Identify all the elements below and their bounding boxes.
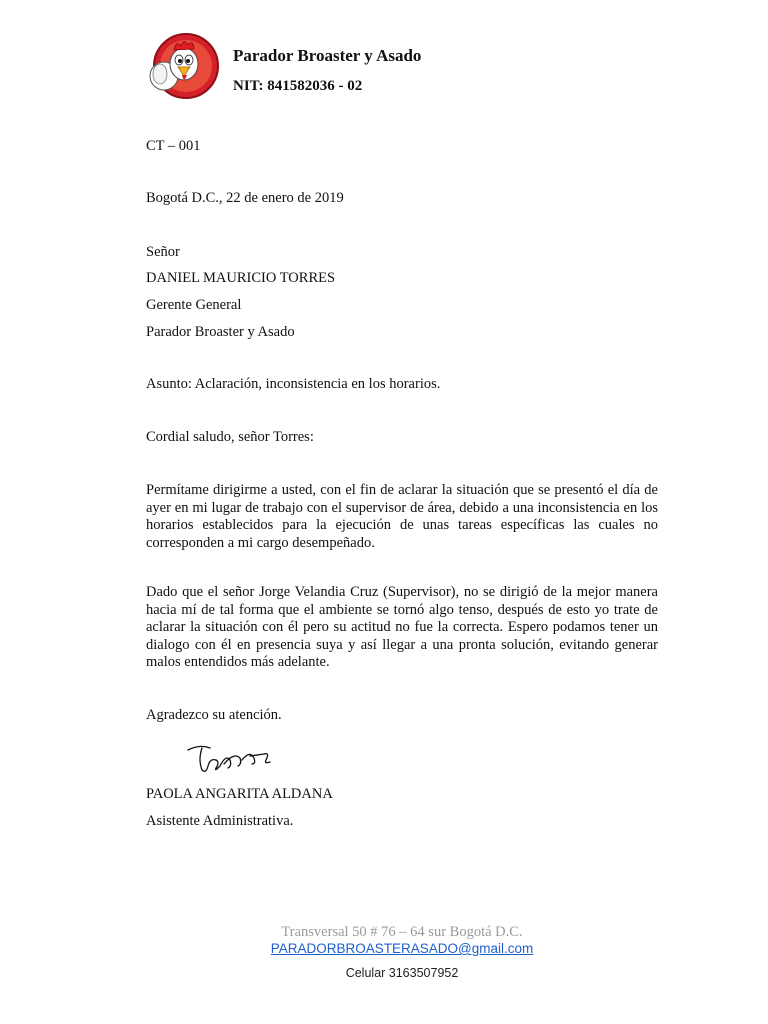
body-paragraph-2: Dado que el señor Jorge Velandia Cruz (Supervisor), no se dirigió de la mejor manera hacia mí de tal forma que el ambiente se tornó algo tenso, después de esto yo trate de aclarar la situación con él pero su actitud no fue la correcta. Espero podamos tener un dialogo con él en presencia suya y así llegar a una pronta solución, evitando generar malos entendidos más adelante. <box>146 584 658 671</box>
letter-closing: Agradezco su atención. <box>146 707 282 723</box>
handwritten-signature-icon <box>180 740 280 780</box>
recipient-position: Gerente General <box>146 297 242 313</box>
company-nit: NIT: 841582036 - 02 <box>233 78 363 94</box>
rooster-logo-icon <box>146 30 220 102</box>
recipient-name: DANIEL MAURICIO TORRES <box>146 270 336 286</box>
letter-reference: CT – 001 <box>146 138 201 154</box>
letter-subject: Asunto: Aclaración, inconsistencia en los horarios. <box>146 376 441 392</box>
body-paragraph-1: Permítame dirigirme a usted, con el fin de aclarar la situación que se presentó el día de ayer en mi lugar de trabajo con el supervisor de área, debido a una inconsistencia en los horarios establecidos para la ejecución de unas tareas específicas las cuales no corresponden a mi cargo desempeñado. <box>146 482 658 551</box>
footer-email-link[interactable]: PARADORBROASTERASADO@gmail.com <box>270 941 534 956</box>
recipient-company: Parador Broaster y Asado <box>146 324 295 340</box>
letter-date: Bogotá D.C., 22 de enero de 2019 <box>146 190 344 206</box>
sender-name: PAOLA ANGARITA ALDANA <box>146 786 333 802</box>
recipient-title: Señor <box>146 244 180 260</box>
footer-phone: Celular 3163507952 <box>345 966 459 980</box>
footer-address: Transversal 50 # 76 – 64 sur Bogotá D.C. <box>281 924 523 940</box>
company-name: Parador Broaster y Asado <box>233 46 422 65</box>
letter-greeting: Cordial saludo, señor Torres: <box>146 429 314 445</box>
sender-position: Asistente Administrativa. <box>146 813 294 829</box>
